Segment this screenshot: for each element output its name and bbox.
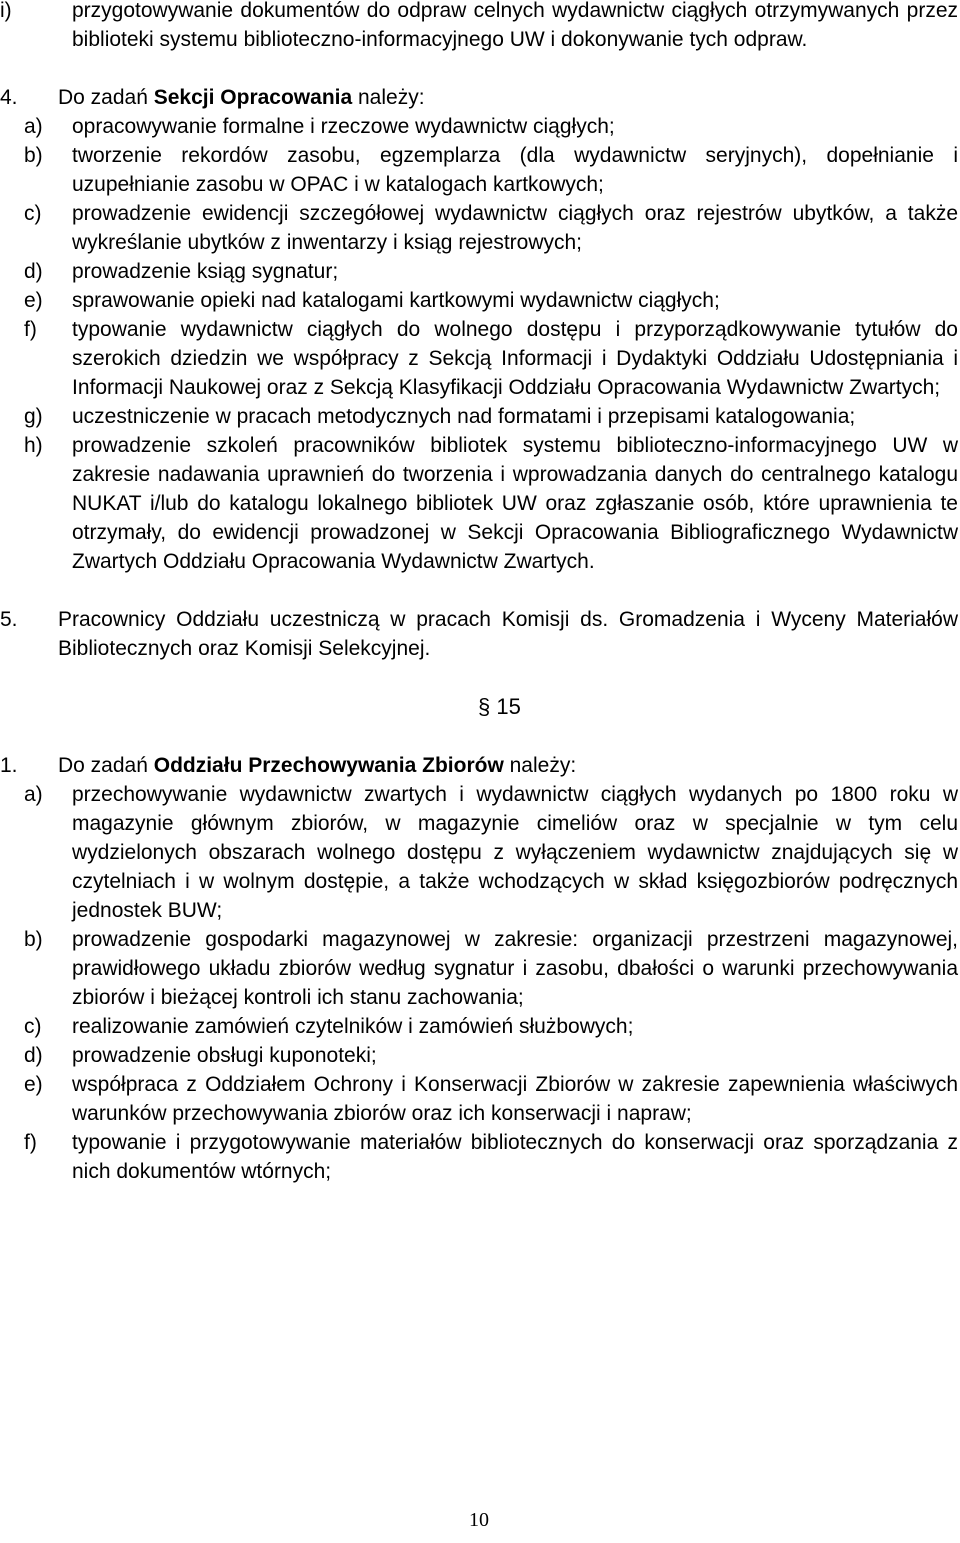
- list-label: i): [0, 0, 12, 22]
- list-text: typowanie wydawnictw ciągłych do wolnego dostępu i przyporządkowywanie tytułów do szerokich dziedzin we współpracy z Sekcją Informacji i Dydaktyki Oddziału Udostępniania i Informacji Naukowej oraz z Sekcją Klasyfikacji Oddziału Opracowania Wydawnictw Zwartych;: [72, 318, 958, 399]
- list-text: tworzenie rekordów zasobu, egzemplarza (dla wydawnictw seryjnych), dopełnianie i uzupełnianie zasobu w OPAC i w katalogach kartkowych;: [72, 144, 958, 196]
- list-label: c): [24, 202, 42, 225]
- list-label: b): [24, 144, 43, 167]
- section-5: [0, 605, 958, 663]
- list-item-4e: [0, 286, 958, 315]
- section-number: 4.: [0, 86, 18, 109]
- list-item-4g: [0, 402, 958, 431]
- list-text: typowanie i przygotowywanie materiałów bibliotecznych do konserwacji oraz sporządzania z nich dokumentów wtórnych;: [72, 1131, 958, 1183]
- section-number: 1.: [0, 754, 18, 777]
- section-4-heading: [0, 83, 958, 112]
- section-intro-post: należy:: [352, 86, 425, 109]
- list-text: realizowanie zamówień czytelników i zamówień służbowych;: [72, 1015, 634, 1038]
- list-label: c): [24, 1015, 42, 1038]
- list-item-4h: [0, 431, 958, 576]
- section-1-heading: [0, 751, 958, 780]
- list-label: e): [24, 289, 43, 312]
- list-text: uczestniczenie w pracach metodycznych nad formatami i przepisami katalogowania;: [72, 405, 856, 428]
- list-text: opracowywanie formalne i rzeczowe wydawnictw ciągłych;: [72, 115, 615, 138]
- list-label: g): [24, 405, 43, 428]
- section-text: Pracownicy Oddziału uczestniczą w pracach Komisji ds. Gromadzenia i Wyceny Materiałów Bibliotecznych oraz Komisji Selekcyjnej.: [58, 608, 958, 660]
- paragraph-heading: § 15: [478, 694, 521, 719]
- list-item-1e: [0, 1070, 958, 1128]
- list-label: f): [24, 318, 37, 341]
- list-text: prowadzenie ksiąg sygnatur;: [72, 260, 339, 283]
- section-intro-pre: Do zadań: [58, 86, 154, 109]
- list-item-1a: [0, 780, 958, 925]
- list-label: f): [24, 1131, 37, 1154]
- list-text: przygotowywanie dokumentów do odpraw celnych wydawnictw ciągłych otrzymywanych przez biblioteki systemu biblioteczno-informacyjnego UW i dokonywanie tych odpraw.: [72, 0, 958, 51]
- section-intro-pre: Do zadań: [58, 754, 154, 777]
- section-intro-post: należy:: [503, 754, 577, 777]
- list-text: sprawowanie opieki nad katalogami kartkowymi wydawnictw ciągłych;: [72, 289, 720, 312]
- list-item-4b: [0, 141, 958, 199]
- list-item-4a: [0, 112, 958, 141]
- page-number: 10: [469, 1509, 489, 1531]
- list-label: a): [24, 783, 43, 806]
- list-text: prowadzenie szkoleń pracowników bibliotek systemu biblioteczno-informacyjnego UW w zakresie nadawania uprawnień do tworzenia i wprowadzania danych do centralnego katalogu NUKAT i/lub do katalogu lokalnego bibliotek UW oraz zgłaszanie osób, które uprawnienia te otrzymały, do ewidencji prowadzonej w Sekcji Opracowania Bibliograficznego Wydawnictw Zwartych Oddziału Opracowania Wydawnictw Zwartych.: [72, 434, 958, 573]
- list-text: współpraca z Oddziałem Ochrony i Konserwacji Zbiorów w zakresie zapewnienia właściwych warunków przechowywania zbiorów oraz ich konserwacji i napraw;: [72, 1073, 958, 1125]
- list-item-1c: [0, 1012, 958, 1041]
- list-item-4f: [0, 315, 958, 402]
- list-text: przechowywanie wydawnictw zwartych i wydawnictw ciągłych wydanych po 1800 roku w magazynie głównym zbiorów, w magazynie cimeliów oraz w specjalnie w tym celu wydzielonych obszarach wolnego dostępu z wyłączeniem wydawnictw znajdujących się w czytelniach i w wolnym dostępie, a także wchodzących w skład księgozbiorów podręcznych jednostek BUW;: [72, 783, 958, 922]
- list-item-1b: [0, 925, 958, 1012]
- list-item-1d: [0, 1041, 958, 1070]
- spacer: [0, 576, 958, 605]
- list-item-i: [0, 0, 958, 54]
- spacer: [0, 54, 958, 83]
- list-label: d): [24, 1044, 43, 1067]
- list-text: prowadzenie gospodarki magazynowej w zakresie: organizacji przestrzeni magazynowej, prawidłowego układu zbiorów według sygnatur i zasobu, dbałości o warunki przechowywania zbiorów i bieżącej kontroli ich stanu zachowania;: [72, 928, 958, 1009]
- list-item-4c: [0, 199, 958, 257]
- list-text: prowadzenie ewidencji szczegółowej wydawnictw ciągłych oraz rejestrów ubytków, a także wykreślanie ubytków z inwentarzy i ksiąg rejestrowych;: [72, 202, 958, 254]
- list-label: h): [24, 434, 43, 457]
- list-label: a): [24, 115, 43, 138]
- list-label: e): [24, 1073, 43, 1096]
- section-intro-bold: Sekcji Opracowania: [153, 86, 353, 109]
- list-label: b): [24, 928, 43, 951]
- list-text: prowadzenie obsługi kuponoteki;: [72, 1044, 377, 1067]
- list-item-1f: [0, 1128, 958, 1186]
- list-item-4d: [0, 257, 958, 286]
- section-number: 5.: [0, 608, 18, 631]
- list-label: d): [24, 260, 43, 283]
- section-intro-bold: Oddziału Przechowywania Zbiorów: [153, 754, 504, 777]
